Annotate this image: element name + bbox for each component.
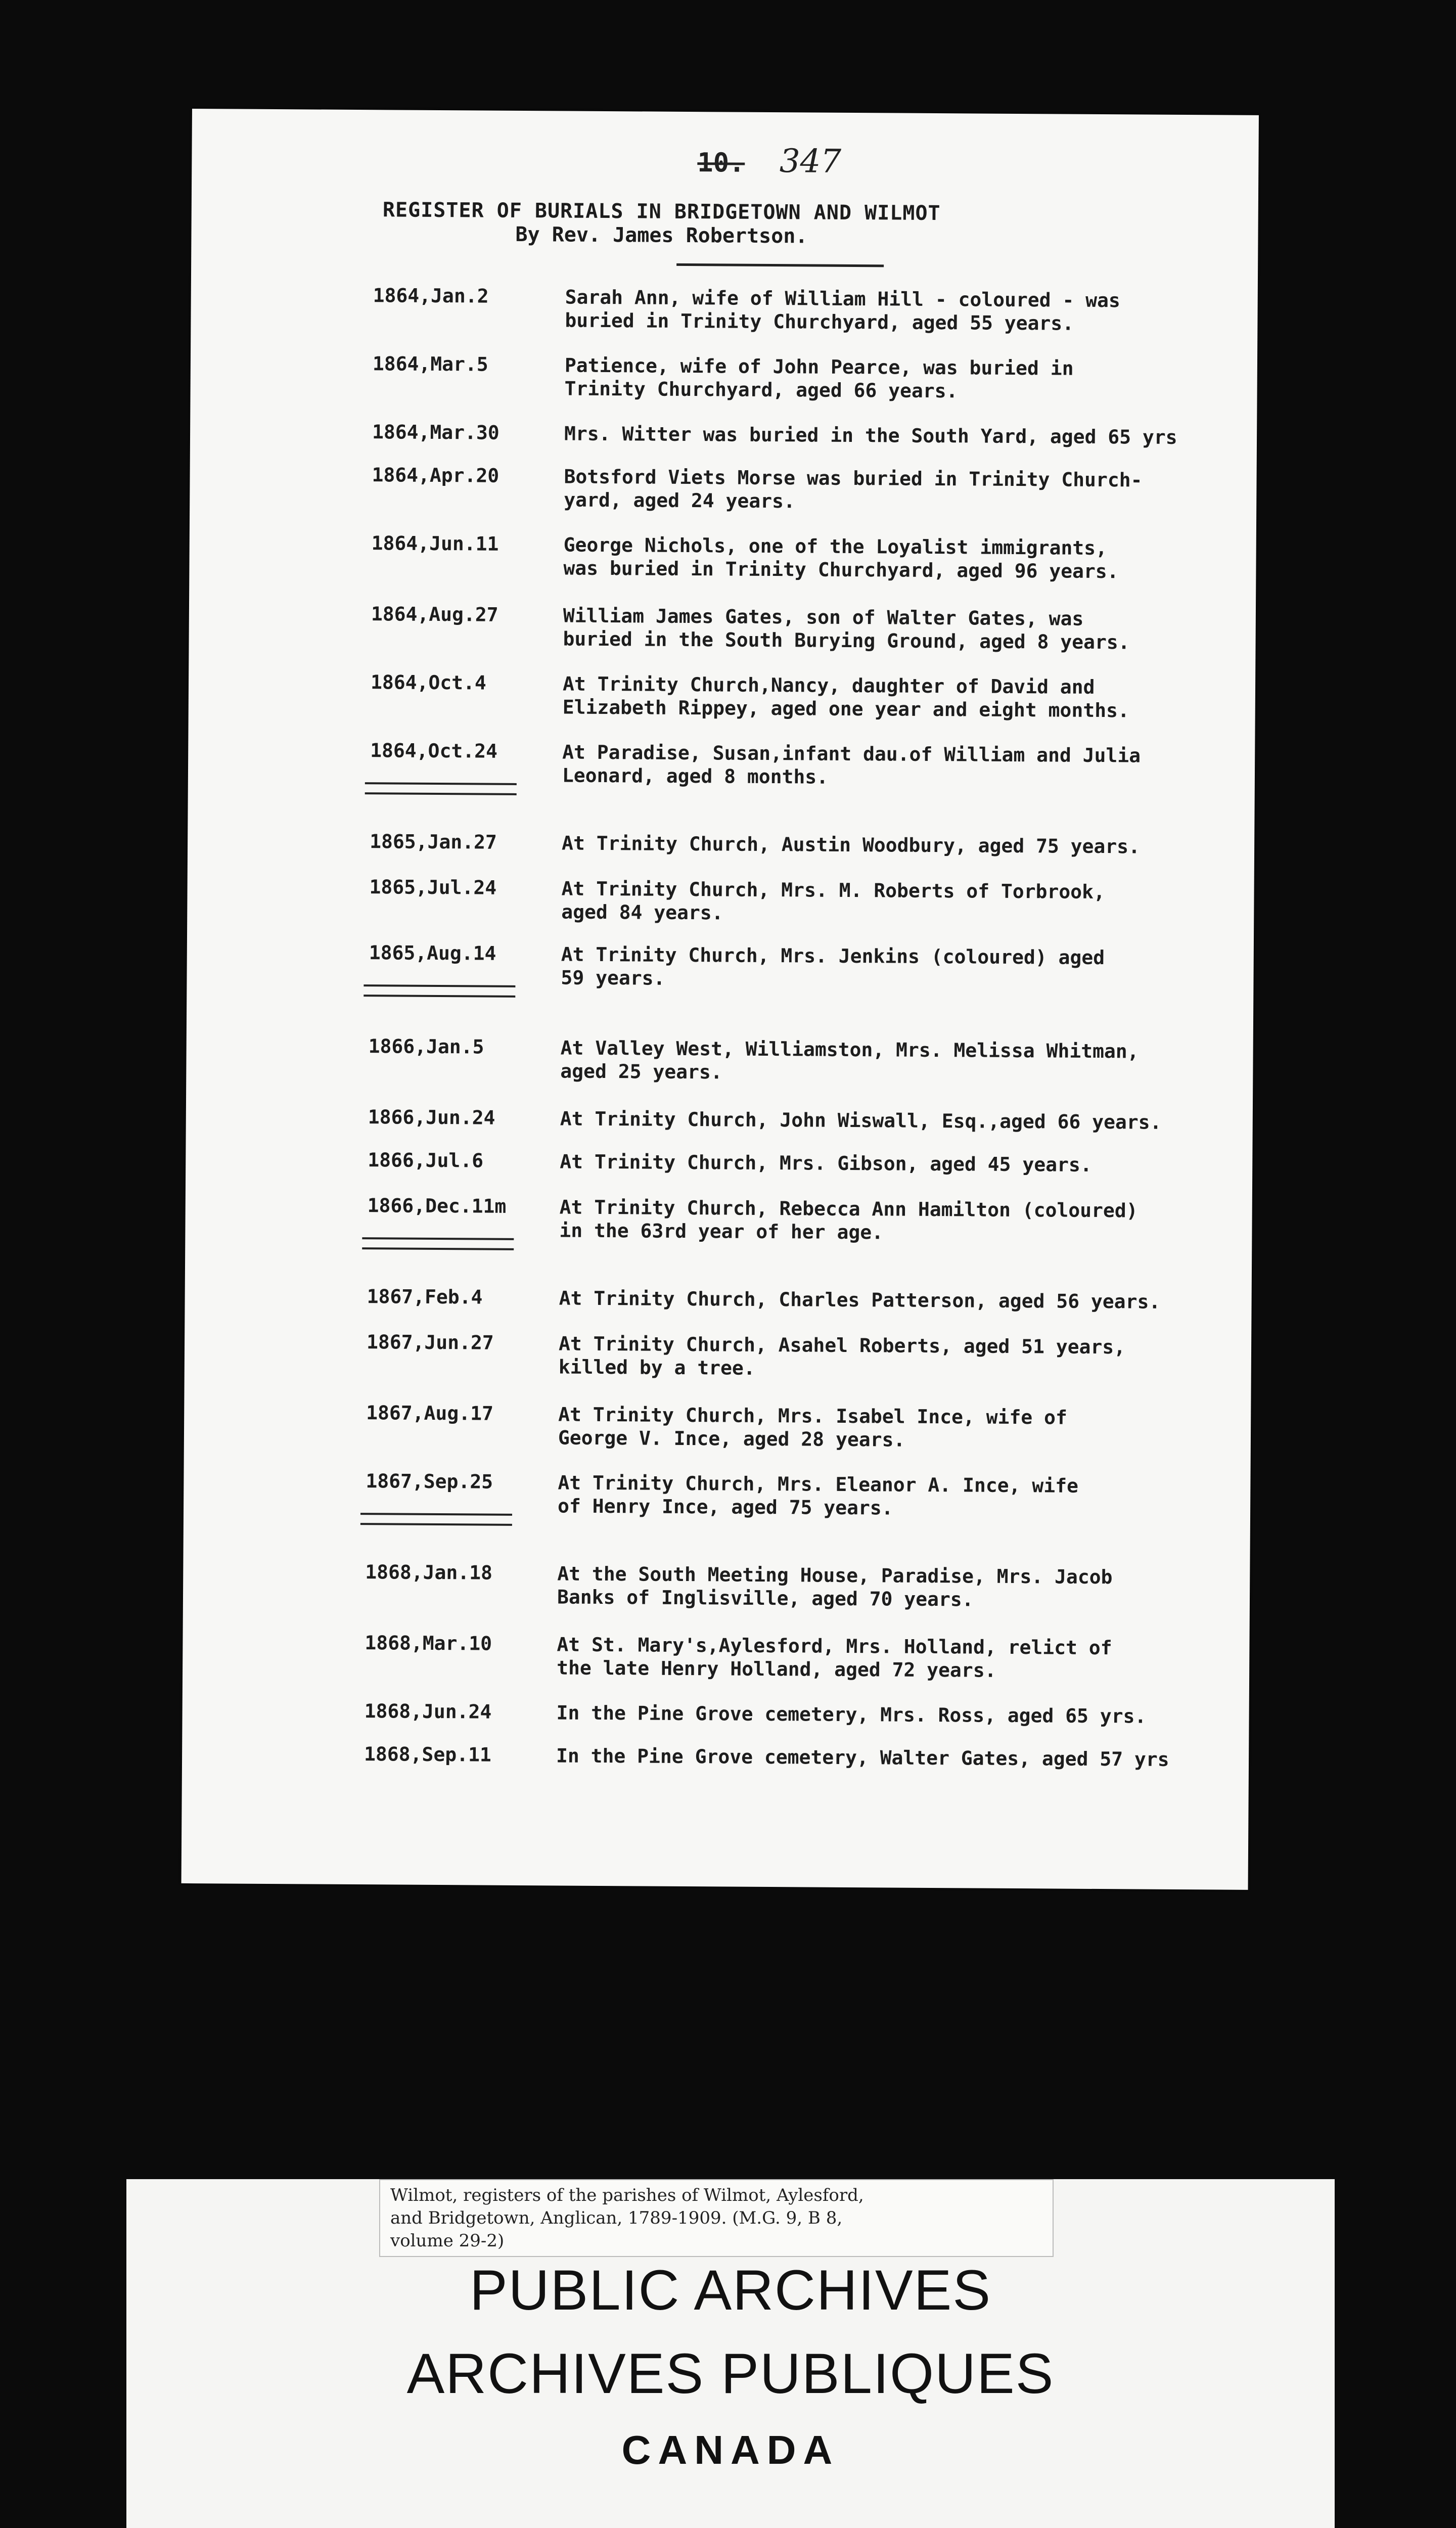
burial-entry <box>182 1742 1249 1771</box>
entry-text: At St. Mary's,Aylesford, Mrs. Holland, relict of the late Henry Holland, aged 72 years. <box>557 1633 1112 1682</box>
burial-entry <box>191 351 1257 402</box>
archive-country: CANADA <box>621 2427 840 2472</box>
year-separator <box>363 984 515 998</box>
entry-date: 1866,Jun.24 <box>368 1106 495 1129</box>
year-separator <box>365 782 517 795</box>
year-separator <box>360 1513 512 1526</box>
entry-text: At Paradise, Susan,infant dau.of William and Julia Leonard, aged 8 months. <box>562 741 1141 788</box>
burial-entry <box>187 940 1254 989</box>
entry-date: 1864,Mar.30 <box>372 421 499 444</box>
entry-date: 1864,Mar.5 <box>372 352 488 376</box>
burial-entry <box>189 602 1256 654</box>
slip-line-1: Wilmot, registers of the parishes of Wilmot, Aylesford, <box>390 2185 864 2205</box>
folio-struck: 10. <box>697 148 745 178</box>
entry-date: 1864,Apr.20 <box>372 464 499 487</box>
entry-date: 1864,Jun.11 <box>371 532 499 555</box>
entry-date: 1868,Jan.18 <box>365 1561 493 1584</box>
year-separator <box>362 1237 514 1250</box>
archive-label-card <box>126 2179 1335 2528</box>
entry-date: 1867,Jun.27 <box>366 1331 494 1354</box>
slip-line-2: and Bridgetown, Anglican, 1789-1909. (M.G. 9, B 8, <box>390 2208 843 2228</box>
entry-date: 1866,Jan.5 <box>368 1035 484 1058</box>
entry-text: At Valley West, Williamston, Mrs. Melissa Whitman, aged 25 years. <box>560 1036 1139 1084</box>
burial-entry <box>185 1330 1251 1379</box>
entry-date: 1866,Jul.6 <box>368 1149 484 1172</box>
entry-date: 1865,Jul.24 <box>369 876 497 899</box>
burial-entry <box>190 420 1257 448</box>
entry-text: At Trinity Church, Charles Patterson, aged 56 years. <box>559 1287 1161 1313</box>
entry-date: 1867,Sep.25 <box>366 1470 493 1493</box>
entry-date: 1864,Aug.27 <box>371 603 498 626</box>
entry-text: At the South Meeting House, Paradise, Mrs. Jacob Banks of Inglisville, aged 70 years. <box>557 1562 1113 1611</box>
entry-text: At Trinity Church, Mrs. Jenkins (coloured) aged 59 years. <box>561 943 1105 989</box>
entry-text: At Trinity Church, Mrs. Isabel Ince, wife of George V. Ince, aged 28 years. <box>558 1403 1067 1451</box>
entry-text: Sarah Ann, wife of William Hill - coloured - was buried in Trinity Churchyard, aged 55 years. <box>565 286 1120 335</box>
entry-date: 1864,Oct.4 <box>370 671 486 694</box>
burial-entry <box>188 738 1255 788</box>
entry-date: 1868,Jun.24 <box>364 1700 492 1723</box>
register-title: REGISTER OF BURIALS IN BRIDGETOWN AND WILMOT <box>382 198 941 225</box>
archive-name-english: PUBLIC ARCHIVES <box>469 2259 992 2322</box>
entry-date: 1868,Mar.10 <box>365 1632 492 1655</box>
entry-text: William James Gates, son of Walter Gates, was buried in the South Burying Ground, aged 8 years. <box>563 604 1130 654</box>
burial-entry <box>188 875 1254 924</box>
entry-date: 1867,Feb.4 <box>367 1285 483 1308</box>
entry-date: 1865,Jan.27 <box>370 830 497 853</box>
burial-entry <box>183 1699 1249 1728</box>
burial-entry <box>186 1105 1253 1134</box>
entry-text: At Trinity Church,Nancy, daughter of David and Elizabeth Rippey, aged one year and eight months. <box>562 672 1129 722</box>
entry-date: 1866,Dec.11m <box>367 1194 507 1217</box>
folio-handwritten: 347 <box>779 143 842 180</box>
burial-entry <box>185 1284 1252 1313</box>
catalogue-slip <box>379 2179 1054 2257</box>
register-page <box>181 109 1259 1890</box>
entry-text: In the Pine Grove cemetery, Walter Gates, aged 57 yrs <box>556 1744 1169 1771</box>
burial-entry <box>186 1193 1252 1244</box>
entry-text: At Trinity Church, Mrs. Gibson, aged 45 years. <box>560 1150 1092 1176</box>
entry-date: 1865,Aug.14 <box>369 941 496 965</box>
entry-text: Mrs. Witter was buried in the South Yard, aged 65 yrs <box>564 422 1177 448</box>
burial-entry <box>190 463 1257 513</box>
entry-text: Botsford Viets Morse was buried in Trinity Church- yard, aged 24 years. <box>564 465 1143 513</box>
entry-date: 1867,Aug.17 <box>366 1402 494 1425</box>
burial-entry <box>184 1401 1251 1451</box>
title-rule <box>676 263 884 267</box>
slip-line-3: volume 29-2) <box>390 2231 505 2251</box>
burial-entry <box>186 1148 1252 1176</box>
entry-text: At Trinity Church, Mrs. M. Roberts of Torbrook, aged 84 years. <box>561 877 1105 924</box>
burial-entry <box>183 1560 1250 1611</box>
entry-text: Patience, wife of John Pearce, was buried in Trinity Churchyard, aged 66 years. <box>564 354 1074 402</box>
entry-text: At Trinity Church, Austin Woodbury, aged 75 years. <box>562 832 1141 858</box>
entry-date: 1868,Sep.11 <box>363 1743 491 1766</box>
burial-entry <box>187 1034 1253 1084</box>
entry-text: At Trinity Church, John Wiswall, Esq.,aged 66 years. <box>560 1107 1162 1134</box>
entry-text: In the Pine Grove cemetery, Mrs. Ross, aged 65 yrs. <box>556 1701 1147 1728</box>
burial-entry <box>188 829 1254 858</box>
burial-entry <box>189 670 1255 722</box>
entry-text: George Nichols, one of the Loyalist immigrants, was buried in Trinity Churchyard, aged 96 years. <box>563 533 1119 583</box>
entry-date: 1864,Oct.24 <box>370 739 498 762</box>
entry-text: At Trinity Church, Rebecca Ann Hamilton (coloured) in the 63rd year of her age. <box>559 1196 1138 1244</box>
register-author: By Rev. James Robertson. <box>515 222 808 248</box>
entry-date: 1864,Jan.2 <box>373 284 489 307</box>
entry-text: At Trinity Church, Asahel Roberts, aged 51 years, killed by a tree. <box>558 1332 1126 1379</box>
burial-entry <box>191 283 1258 335</box>
folio-number <box>697 142 841 180</box>
archive-name-french: ARCHIVES PUBLIQUES <box>406 2342 1055 2405</box>
entry-text: At Trinity Church, Mrs. Eleanor A. Ince, wife of Henry Ince, aged 75 years. <box>557 1471 1079 1519</box>
burial-entry <box>184 1469 1251 1519</box>
burial-entry <box>183 1631 1250 1682</box>
burial-entry <box>190 531 1256 583</box>
